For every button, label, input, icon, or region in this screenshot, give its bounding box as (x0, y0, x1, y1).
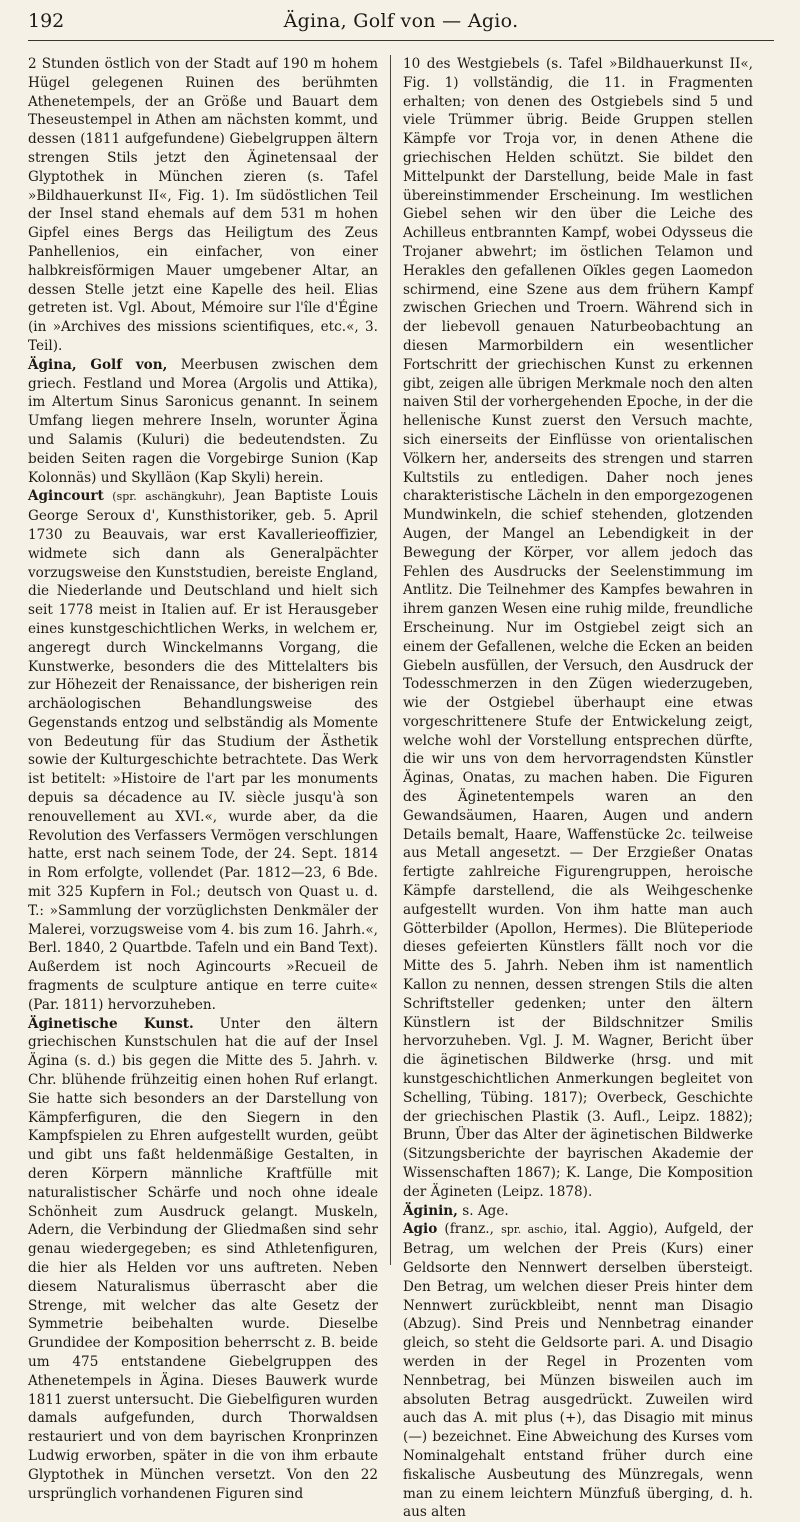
entry-headword: Äginetische Kunst. (28, 1015, 194, 1032)
entry-agio (403, 1220, 753, 1522)
entry-agincourt (28, 487, 378, 1014)
continued-paragraph: 2 Stunden östlich von der Stadt auf 190 m hohem Hügel gelegenen Ruinen des berühmten Athenetempels, der an Größe und Bauart dem Theseustempel in Athen am nächsten kommt, und dessen (1811 aufgefundene) Giebelgruppen ältern strengen Stils jetzt den Äginetensaal der Glyptothek in München zieren (s. Tafel »Bildhauerkunst II«, Fig. 1). Im südöstlichen Teil der Insel stand ehemals auf dem 531 m hohen Gipfel eines Bergs das Heiligtum des Zeus Panhellenios, ein einfacher, von einer halbkreisförmigen Mauer umgebener Altar, an dessen Stelle jetzt eine Kapelle des heil. Elias getreten ist. Vgl. About, Mémoire sur l'île d'Égine (in »Archives des missions scientifiques, etc.«, 3. Teil). (28, 56, 378, 354)
entry-headword: Agio (403, 1221, 438, 1238)
page-number: 192 (28, 10, 65, 32)
entry-text: Jean Baptiste Louis George Seroux d', Kunsthistoriker, geb. 5. April 1730 zu Beauvais, war erst Kavallerieoffizier, widmete sich dann als Generalpächter vorzugsweise den Kunststudien, bereiste England, die Niederlande und Deutschland und hielt sich seit 1778 meist in Italien auf. Er ist Herausgeber eines kunstgeschichtlichen Werks, in welchem er, angeregt durch Winckelmanns Vorgang, die Kunstwerke, besonders die des Mittelalters bis zur Höhezeit der Renaissance, der bisherigen rein archäologischen Behandlungsweise des Gegenstands entzog und selbständig als Momente von Bedeutung für das Studium der Ästhetik sowie der Kulturgeschichte betrachtete. Das Werk ist betitelt: »Histoire de l'art par les monuments depuis sa décadence au IV. siècle jusqu'à son renouvellement au XVI.«, wurde aber, da die Revolution des Verfassers Vermögen verschlungen hatte, erst nach seinem Tode, der 24. Sept. 1814 in Rom erfolgte, vollendet (Par. 1812—23, 6 Bde. mit 325 Kupfern in Fol.; deutsch von Quast u. d. T.: »Sammlung der vorzüglichsten Denkmäler der Malerei, vorzugsweise vom 4. bis zum 16. Jahrh.«, Berl. 1840, 2 Quartbde. Tafeln und ein Band Text). Außerdem ist noch Agincourts »Recueil de fragments de sculpture antique en terre cuite« (Par. 1811) hervorzuheben. (28, 488, 378, 1013)
entry-headword: Ägina, Golf von, (28, 356, 168, 373)
page-header (28, 10, 774, 41)
entry-aeginetische-kunst (28, 1015, 378, 1504)
right-column (391, 55, 753, 1521)
entry-text: Aufgeld, der Betrag, um welchen der Preis (Kurs) einer Geldsorte den Nennwert derselben übersteigt. Den Betrag, um welchen dieser Preis hinter dem Nennwert zurückbleibt, nennt man Disagio (Abzug). Sind Preis und Nennbetrag einander gleich, so steht die Geldsorte pari. A. und Disagio werden in der Regel in Prozenten vom Nennbetrag, bei Münzen bisweilen auch im absoluten Betrag ausgedrückt. Zuweilen wird auch das A. mit plus (+), das Disagio mit minus (—) bezeichnet. Eine Abweichung des Kurses vom Nominalgehalt entstand früher durch eine fiskalische Ausbeutung des Münzregals, wenn man zu einem leichtern Münzfuß überging, d. h. aus alten (403, 1221, 753, 1521)
entry-text: Unter den ältern griechischen Kunstschulen hat die auf der Insel Ägina (s. d.) bis gegen die Mitte des 5. Jahrh. v. Chr. blühende frühzeitig einen hohen Ruf erlangt. Sie hatte sich besonders an der Darstellung von Kämpferfiguren, die den Siegern in den Kampfspielen zu Ehren aufgestellt wurden, geübt und gibt uns faßt heldenmäßige Gestalten, in deren Körpern männliche Kraftfülle mit naturalistischer Schärfe und noch ohne ideale Schönheit zum Ausdruck gelangt. Muskeln, Adern, die Verbindung der Gliedmaßen sind sehr genau wiedergegeben; es sind Athletenfiguren, die hier als Helden vor uns auftreten. Neben diesem Naturalismus überrascht aber die Strenge, mit welcher das alte Gesetz der Symmetrie beibehalten wurde. Dieselbe Grundidee der Komposition beherrscht z. B. beide um 475 entstandene Giebelgruppen des Athenetempels in Ägina. Dieses Bauwerk wurde 1811 zuerst untersucht. Die Giebelfiguren wurden damals aufgefunden, durch Thorwaldsen restauriert und von dem bayrischen Kronprinzen Ludwig erworben, später in die von ihm erbaute Glyptothek in München versetzt. Von den 22 ursprünglich vorhandenen Figuren sind (28, 1015, 378, 1502)
entry-language-note: (franz., (437, 1221, 502, 1238)
entry-language-note-end: , ital. Aggio), (563, 1221, 658, 1238)
left-column (28, 55, 390, 1502)
text-columns (28, 55, 774, 1521)
entry-text: Meerbusen zwischen dem griech. Festland und Morea (Argolis und Attika), im Altertum Sinus Saronicus genannt. In seinem Umfang liegen mehrere Inseln, worunter Ägina und Salamis (Kuluri) die bedeutendsten. Zu beiden Seiten ragen die Vorgebirge Sunion (Kap Kolonnäs) und Skylläon (Kap Skyli) herein. (28, 356, 378, 486)
running-title: Ägina, Golf von — Agio. (283, 10, 519, 32)
pronunciation: spr. aschio (501, 1223, 564, 1237)
entry-text: s. Age. (457, 1202, 509, 1219)
pronunciation: (spr. aschängkuhr), (103, 490, 226, 504)
entry-aegina-golf (28, 356, 378, 488)
entry-headword: Äginin, (403, 1202, 458, 1219)
continued-paragraph: 10 des Westgiebels (s. Tafel »Bildhauerkunst II«, Fig. 1) vollständig, die 11. in Fragmenten erhalten; von denen des Ostgiebels sind 5 und viele Trümmer übrig. Beide Gruppen stellen Kämpfe vor Troja vor, in denen Athene die griechischen Helden schützt. Sie bildet den Mittelpunkt der Darstellung, beide Male in fast übereinstimmender Erscheinung. Im westlichen Giebel sehen wir den über die Leiche des Achilleus entbrannten Kampf, wobei Odysseus die Trojaner abwehrt; im östlichen Telamon und Herakles den gefallenen Oïkles gegen Laomedon schirmend, eine Szene aus dem frühern Kampf zwischen Griechen und Troern. Während sich in der liebevoll genauen Naturbeobachtung an diesen Marmorbildern ein wesentlicher Fortschritt der griechischen Kunst zu erkennen gibt, zeigen alle übrigen Merkmale noch den alten naiven Stil der vorhergehenden Epoche, in der die hellenische Kunst zuerst den Versuch machte, sich einerseits der Einflüsse von orientalischen Völkern her, anderseits des strengen und starren Kultstils zu entledigen. Daher noch jenes charakteristische Lächeln in den emporgezogenen Mundwinkeln, die schief stehenden, glotzenden Augen, der Mangel an Lebendigkeit in der Bewegung der Körper, vor allem jedoch das Fehlen des Ausdrucks der Seelenstimmung im Antlitz. Die Teilnehmer des Kampfes bewahren in ihrem ganzen Wesen eine ruhig milde, freundliche Erscheinung. Nur im Ostgiebel zeigt sich an einem der Gefallenen, welche die Ecken an beiden Giebeln ausfüllen, der Versuch, den Ausdruck der Todesschmerzen in den Zügen wiederzugeben, wie der Ostgiebel überhaupt eine etwas vorgeschrittenere Stufe der Entwickelung zeigt, welche wohl der Vorstellung entsprechen dürfte, die wir uns von dem hervorragendsten Künstler Äginas, Onatas, zu machen haben. Die Figuren des Äginetentempels waren an den Gewandsäumen, Haaren, Augen und andern Details bemalt, Haare, Waffenstücke 2c. teilweise aus Metall angesetzt. — Der Erzgießer Onatas fertigte zahlreiche Figurengruppen, heroische Kämpfe darstellend, die als Weihgeschenke aufgestellt wurden. Von ihm hatte man auch Götterbilder (Apollon, Hermes). Die Blüteperiode dieses gefeierten Künstlers fällt noch vor die Mitte des 5. Jahrh. Neben ihm ist namentlich Kallon zu nennen, dessen strengen Stils die alten Schriftsteller gedenken; unter den ältern Künstlern ist der Bildschnitzer Smilis hervorzuheben. Vgl. J. M. Wagner, Bericht über die äginetischen Bildwerke (hrsg. und mit kunstgeschichtlichen Anmerkungen begleitet von Schelling, Tübing. 1817); Overbeck, Geschichte der griechischen Plastik (3. Aufl., Leipz. 1882); Brunn, Über das Alter der äginetischen Bildwerke (Sitzungsberichte der bayrischen Akademie der Wissenschaften 1867); K. Lange, Die Komposition der Ägineten (Leipz. 1878). (403, 56, 753, 1200)
entry-headword: Agincourt (28, 488, 104, 505)
entry-aeginin (403, 1202, 753, 1221)
